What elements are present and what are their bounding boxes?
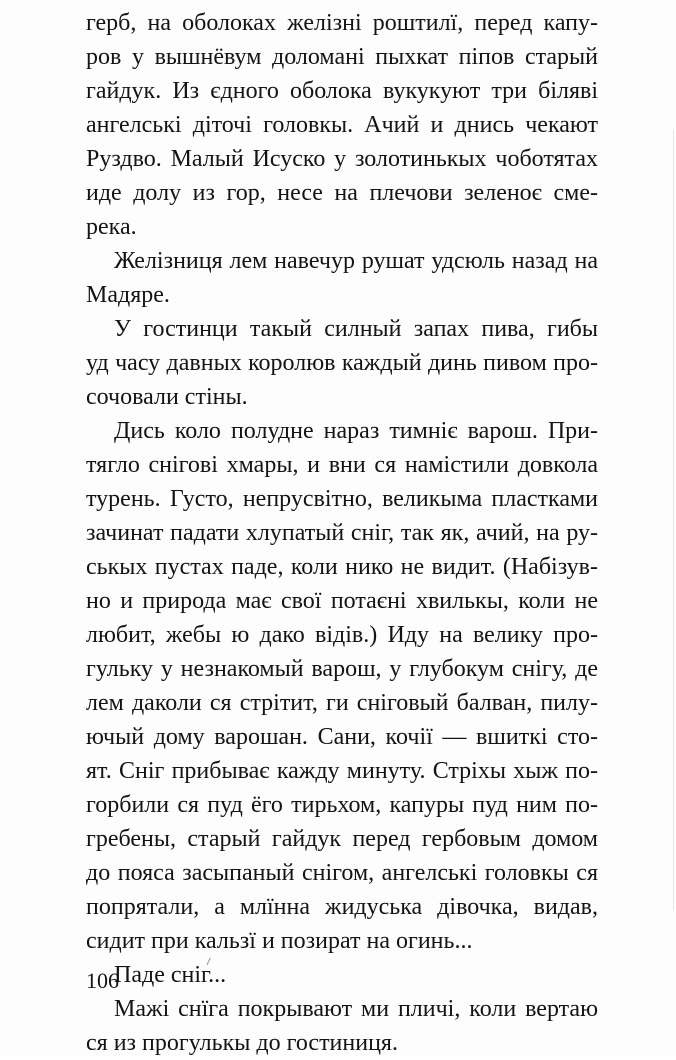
text-line: ськых пустах паде, коли нико не видит. (Набізув- bbox=[86, 554, 598, 580]
text-line: ров у вышнёвум доломані пыхкат піпов старый bbox=[86, 44, 598, 70]
text-line: любит, жебы ю дако відів.) Иду на велику про- bbox=[86, 622, 598, 648]
text-line: У гостинци такый силный запах пива, гибы bbox=[114, 316, 598, 342]
text-line: ангелські діточі головкы. Ачий и днись чекают bbox=[86, 112, 598, 138]
text-line: Мадяре. bbox=[86, 282, 170, 308]
text-line: гульку у незнакомый варош, у глубокум снігу, де bbox=[86, 656, 598, 682]
text-line: Желізниця лем навечур рушат удсюль назад на bbox=[114, 248, 598, 274]
text-line: уд часу давных королюв каждый динь пивом про- bbox=[86, 350, 598, 376]
text-line: до пояса засыпаный снігом, ангелські головкы ся bbox=[86, 860, 598, 886]
text-line: иде долу из гор, несе на плечови зеленоє сме- bbox=[86, 180, 598, 206]
text-line: тягло снігові хмары, и вни ся намістили довкола bbox=[86, 452, 598, 478]
text-line: горбили ся пуд ёго тирьхом, капуры пуд ним по- bbox=[86, 792, 598, 818]
text-line: Дись коло полудне нараз тимніє варош. При- bbox=[114, 418, 598, 444]
page-number: 106 bbox=[86, 968, 119, 993]
text-line: гайдук. Из єдного оболока вукукуют три біляві bbox=[86, 78, 598, 104]
text-line: герб, на оболоках желізні роштилї, перед капу- bbox=[86, 10, 598, 36]
text-line: сидит при кальзї и позират на огинь... bbox=[86, 928, 473, 954]
page-edge-shadow bbox=[673, 130, 674, 910]
text-line: гребены, старый гайдук перед гербовым домом bbox=[86, 826, 598, 852]
text-line: Мажі снїга покрывают ми пличі, коли вертаю bbox=[114, 996, 598, 1022]
body-text bbox=[86, 6, 598, 1060]
text-line: но и природа має свої потаєні хвилькы, коли не bbox=[86, 588, 598, 614]
text-line: турень. Густо, непрусвітно, великыма пластками bbox=[86, 486, 598, 512]
text-line: Руздво. Малый Исуско у золотинькых чоботятах bbox=[86, 146, 598, 172]
text-line: попрятали, а млїнна жидуська дівочка, видав, bbox=[86, 894, 598, 920]
text-line: река. bbox=[86, 214, 137, 240]
text-line: Паде сніг... bbox=[114, 962, 227, 988]
text-line: зачинат падати хлупатый сніг, так як, ачий, на ру- bbox=[86, 520, 598, 546]
text-line: ят. Сніг прибыває кажду минуту. Стріхы хыж по- bbox=[86, 758, 598, 784]
text-line: ючый дому варошан. Сани, кочії — вшиткі сто- bbox=[86, 724, 598, 750]
text-line: лем даколи ся стрітит, ги сніговый балван, пилу- bbox=[86, 690, 598, 716]
text-line: ся из прогулькы до гостиниця. bbox=[86, 1030, 398, 1056]
text-line: сочовали стіны. bbox=[86, 384, 248, 410]
